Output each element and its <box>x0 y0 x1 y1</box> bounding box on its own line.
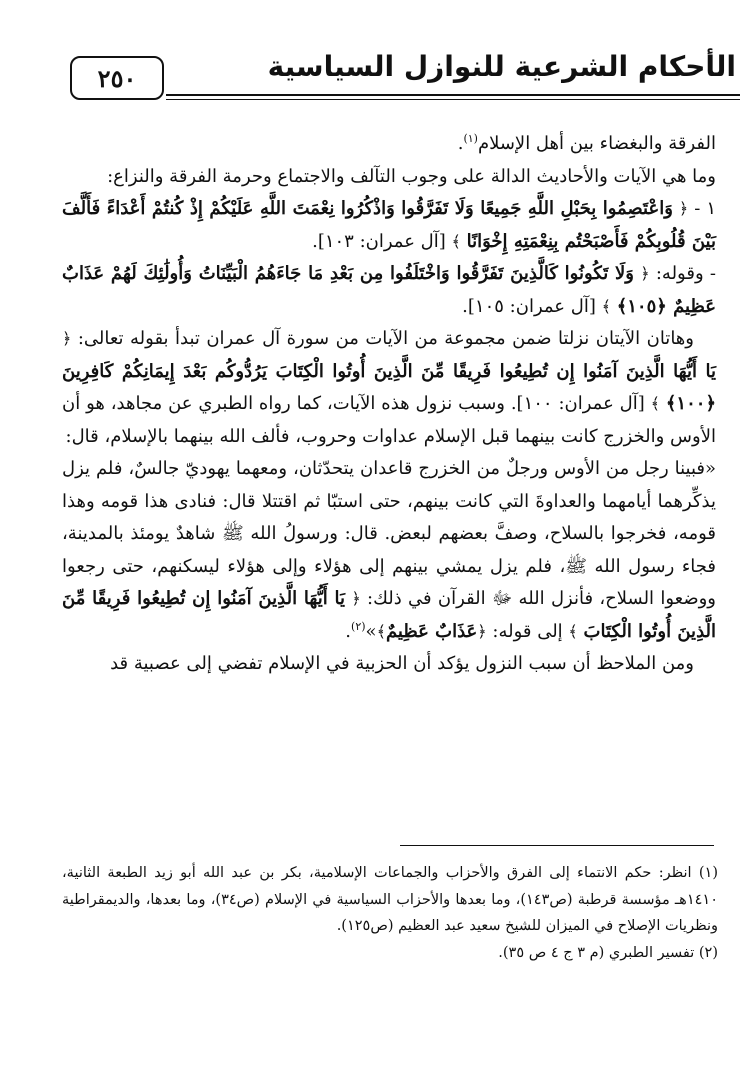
quran-open-bracket: ﴿ <box>351 589 361 608</box>
header-rule <box>166 94 740 96</box>
paragraph-1-text: الفرقة والبغضاء بين أهل الإسلام <box>477 133 716 154</box>
header-rule-thin <box>166 99 740 100</box>
page-number: ٢٥٠ <box>70 56 164 100</box>
footnotes <box>62 860 718 966</box>
footnote-1: (١) انظر: حكم الانتماء إلى الفرق والأحزاب والجماعات الإسلامية، بكر بن عبد الله أبو زيد الطبعة الثانية، ١٤١٠هـ مؤسسة قرطبة (ص١٤٣)، وما بعدها والأحزاب السياسية في الإسلام (ص٣٤)، وما بعدها، والديمقراطية ونظريات الإصلاح في الميزان للشيخ سعيد عبد العظيم (ص١٢٥). <box>62 865 718 934</box>
footnote-2: (٢) تفسير الطبري (م ٣ ج ٤ ص ٣٥). <box>498 944 718 961</box>
paragraph-7: ومن الملاحظ أن سبب النزول يؤكد أن الحزبية في الإسلام تفضي إلى عصبية قد <box>110 653 694 674</box>
quran-open-bracket: ﴿ <box>62 329 72 348</box>
paragraph-6-end: . <box>345 620 352 642</box>
paragraph-2: وما هي الآيات والأحاديث الدالة على وجوب التآلف والاجتماع وحرمة الفرقة والنزاع: <box>107 165 716 187</box>
quran-verse-105: وَلَا تَكُونُوا كَالَّذِينَ تَفَرَّقُوا وَاخْتَلَفُوا مِن بَعْدِ مَا جَاءَهُمُ الْبَيِّنَاتُ وَأُولَٰئِكَ لَهُمْ عَذَابٌ عَظِيمٌ ﴿١٠٥﴾ <box>62 263 716 317</box>
paragraph-6 <box>62 453 716 648</box>
hadith-narration: «فبينا رجل من الأوس ورجلٌ من الخزرج قاعدان يتحدّثان، ومعهما يهوديّ جالسٌ، فلم يزل يذكِّرهما أيامهما والعداوةَ التي كانت بينهم، حتى استبّا ثم اقتتلا قال: فنادى هذا قومه وهذا قومه، فخرجوا بالسلاح، وصفَّ بعضهم لبعض. قال: ورسولُ الله ﷺ شاهدٌ يومئذ بالمدينة، فجاء رسول الله ﷺ، فلم يزل يمشي بينهم إلى هؤلاء وإلى هؤلاء ليسكنهم، حتى رجعوا ووضعوا السلاح، فأنزل الله ﷻ القرآن في ذلك: <box>62 458 716 609</box>
item-number: ١ - <box>694 198 716 219</box>
paragraph-6-quote-close: » <box>365 620 377 642</box>
paragraph-4-prefix: - وقوله: <box>655 263 716 284</box>
paragraph-5 <box>62 323 716 453</box>
quran-close-bracket: ﴾ <box>601 296 611 316</box>
quran-verse-100-quote: يَا أَيُّهَا الَّذِينَ آمَنُوا إِن تُطِيعُوا فَرِيقًا مِّنَ الَّذِينَ أُوتُوا الْكِتَابَ <box>62 588 716 642</box>
paragraph-6-connector: إلى قوله: <box>492 620 563 642</box>
quran-close-bracket: ﴾ <box>650 394 661 413</box>
page-header <box>70 44 740 102</box>
quran-open-bracket: ﴿ <box>477 621 487 641</box>
quran-verse-end-quote: عَذَابٌ عَظِيمٌ <box>385 620 478 642</box>
footnote-ref-1: (١) <box>463 132 478 145</box>
verse-ref-105: [آل عمران: ١٠٥]. <box>462 295 596 317</box>
paragraph-5-intro: وهاتان الآيتان نزلتا ضمن مجموعة من الآيات من سورة آل عمران تبدأ بقوله تعالى: <box>77 328 694 349</box>
quran-close-bracket: ﴾ <box>376 621 386 641</box>
verse-ref-103: [آل عمران: ١٠٣]. <box>312 230 446 252</box>
paragraph-5-body: [آل عمران: ١٠٠]. وسبب نزول هذه الآيات، كما رواه الطبري عن مجاهد، هو أن الأوس والخزرج كانت بينهما قبل الإسلام عداوات وحروب، فألف الله بينهما بالإسلام، قال: <box>62 393 716 447</box>
footnote-ref-2: (٢) <box>351 619 366 633</box>
paragraph-1 <box>62 128 716 161</box>
footnote-separator <box>400 845 714 846</box>
running-title: الأحكام الشرعية للنوازل السياسية <box>267 50 736 83</box>
quran-verse-103: وَاعْتَصِمُوا بِحَبْلِ اللَّهِ جَمِيعًا وَلَا تَفَرَّقُوا وَاذْكُرُوا نِعْمَتَ اللَّهِ عَلَيْكُمْ إِذْ كُنتُمْ أَعْدَاءً فَأَلَّفَ بَيْنَ قُلُوبِكُمْ فَأَصْبَحْتُم بِنِعْمَتِهِ إِخْوَانًا <box>62 198 716 252</box>
quran-open-bracket: ﴿ <box>640 264 650 283</box>
paragraph-3 <box>62 193 716 258</box>
quran-close-bracket: ﴾ <box>451 231 461 251</box>
main-text <box>62 128 716 681</box>
quran-verse-100: يَا أَيُّهَا الَّذِينَ آمَنُوا إِن تُطِيعُوا فَرِيقًا مِّنَ الَّذِينَ أُوتُوا الْكِتَابَ يَرُدُّوكُم بَعْدَ إِيمَانِكُمْ كَافِرِينَ ﴿١٠٠﴾ <box>62 360 716 414</box>
quran-close-bracket: ﴾ <box>568 621 578 641</box>
quran-open-bracket: ﴿ <box>678 199 689 218</box>
paragraph-1-end: . <box>457 133 464 154</box>
paragraph-4 <box>62 258 716 323</box>
